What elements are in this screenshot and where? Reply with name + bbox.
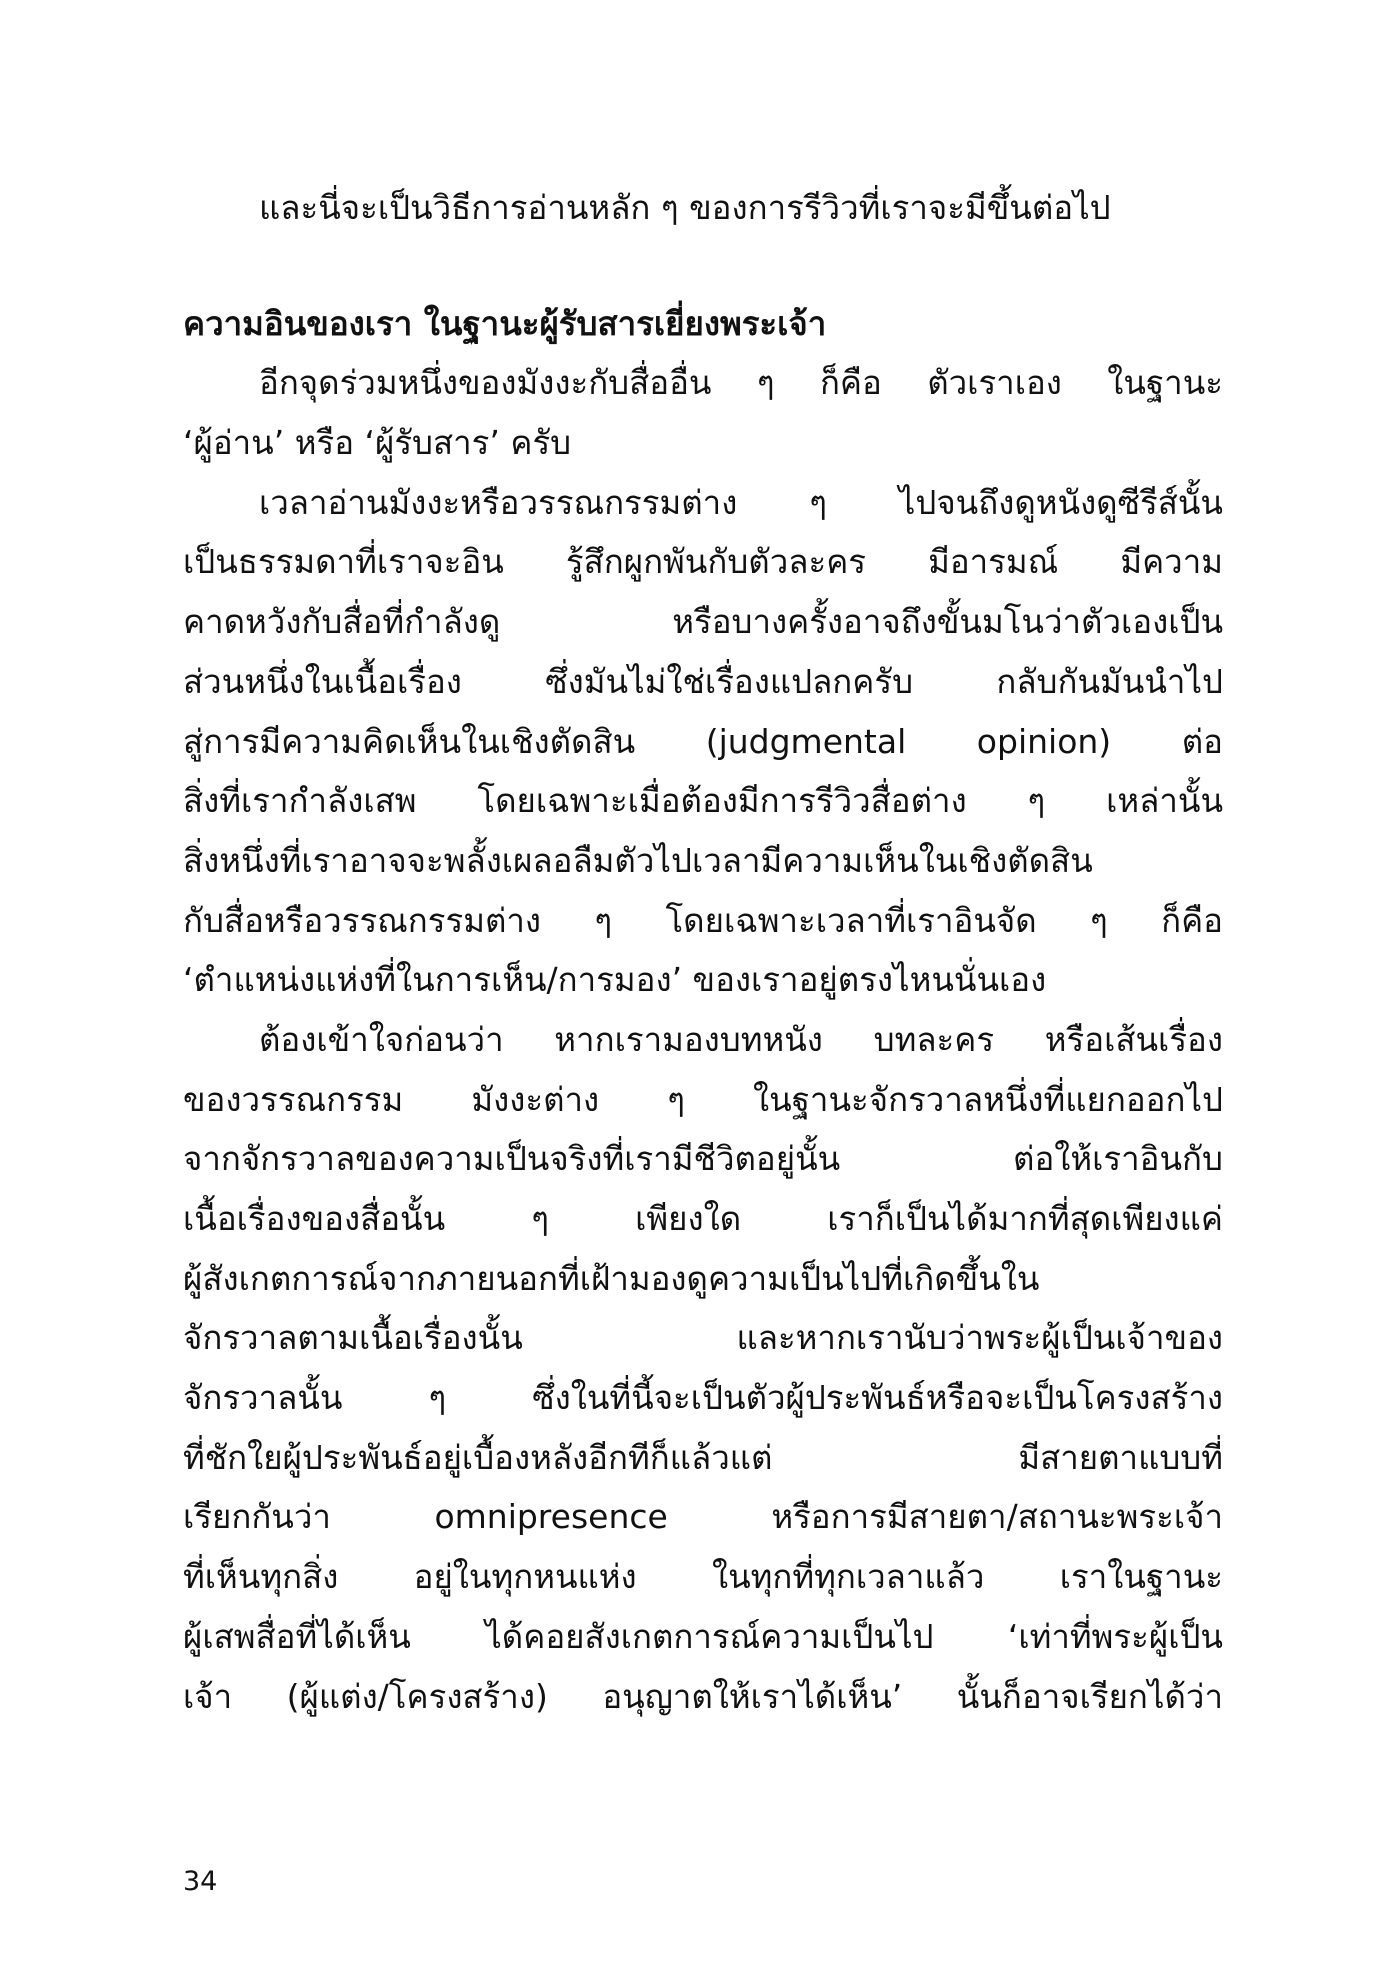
paragraph-line: เจ้า (ผู้แต่ง/โครงสร้าง) อนุญาตให้เราได้เห็น’ นั้นก็อาจเรียกได้ว่า	[183, 1676, 1223, 1716]
paragraph-line: สิ่งที่เรากำลังเสพ โดยเฉพาะเมื่อต้องมีการรีวิวสื่อต่าง ๆ เหล่านั้น	[183, 781, 1223, 821]
paragraph-line: ผู้สังเกตการณ์จากภายนอกที่เฝ้ามองดูความเป็นไปที่เกิดขึ้นใน	[183, 1258, 1040, 1298]
page-number: 34	[183, 1866, 218, 1897]
paragraph-line: ของวรรณกรรม มังงะต่าง ๆ ในฐานะจักรวาลหนึ่งที่แยกออกไป	[183, 1079, 1223, 1119]
paragraph-line: สิ่งหนึ่งที่เราอาจจะพลั้งเผลอลืมตัวไปเวลามีความเห็นในเชิงตัดสิน	[183, 840, 1093, 880]
paragraph-line: เนื้อเรื่องของสื่อนั้น ๆ เพียงใด เราก็เป็นได้มากที่สุดเพียงแค่	[183, 1199, 1223, 1238]
paragraph-line: ส่วนหนึ่งในเนื้อเรื่อง ซึ่งมันไม่ใช่เรื่องแปลกครับ กลับกันมันนำไป	[183, 661, 1223, 701]
paragraph-line: และนี่จะเป็นวิธีการอ่านหลัก ๆ ของการรีวิวที่เราจะมีขึ้นต่อไป	[259, 188, 1111, 227]
paragraph-line: จักรวาลนั้น ๆ ซึ่งในที่นี้จะเป็นตัวผู้ประพันธ์หรือจะเป็นโครงสร้าง	[183, 1378, 1223, 1418]
paragraph-line: จากจักรวาลของความเป็นจริงที่เรามีชีวิตอยู่นั้น ต่อให้เราอินกับ	[183, 1139, 1223, 1179]
paragraph-line: เป็นธรรมดาที่เราจะอิน รู้สึกผูกพันกับตัวละคร มีอารมณ์ มีความ	[183, 542, 1223, 582]
paragraph-line: สู่การมีความคิดเห็นในเชิงตัดสิน (judgmental opinion) ต่อ	[183, 721, 1223, 761]
paragraph-line: ‘ตำแหน่งแห่งที่ในการเห็น/การมอง’ ของเราอยู่ตรงไหนนั่นเอง	[183, 960, 1047, 1000]
paragraph-line: จักรวาลตามเนื้อเรื่องนั้น และหากเรานับว่าพระผู้เป็นเจ้าของ	[183, 1318, 1223, 1358]
paragraph-line: ที่เห็นทุกสิ่ง อยู่ในทุกหนแห่ง ในทุกที่ทุกเวลาแล้ว เราในฐานะ	[183, 1557, 1223, 1597]
paragraph-line: ผู้เสพสื่อที่ได้เห็น ได้คอยสังเกตการณ์ความเป็นไป ‘เท่าที่พระผู้เป็น	[183, 1616, 1223, 1656]
paragraph-line: ต้องเข้าใจก่อนว่า หากเรามองบทหนัง บทละคร หรือเส้นเรื่อง	[259, 1019, 1223, 1059]
paragraph-line: ‘ผู้อ่าน’ หรือ ‘ผู้รับสาร’ ครับ	[183, 423, 572, 463]
paragraph-line: เรียกกันว่า omnipresence หรือการมีสายตา/สถานะพระเจ้า	[183, 1497, 1223, 1537]
section-gap	[183, 238, 1223, 294]
body-text	[183, 178, 1223, 1726]
paragraph-line: คาดหวังกับสื่อที่กำลังดู หรือบางครั้งอาจถึงขั้นมโนว่าตัวเองเป็น	[183, 602, 1223, 642]
paragraph-line: กับสื่อหรือวรรณกรรมต่าง ๆ โดยเฉพาะเวลาที่เราอินจัด ๆ ก็คือ	[183, 900, 1223, 940]
paragraph-line: ที่ชักใยผู้ประพันธ์อยู่เบื้องหลังอีกทีก็แล้วแต่ มีสายตาแบบที่	[183, 1437, 1223, 1477]
section-heading: ความอินของเรา ในฐานะผู้รับสารเยี่ยงพระเจ้า	[183, 303, 827, 343]
paragraph-line: อีกจุดร่วมหนึ่งของมังงะกับสื่ออื่น ๆ ก็คือ ตัวเราเอง ในฐานะ	[259, 363, 1223, 403]
paragraph-line: เวลาอ่านมังงะหรือวรรณกรรมต่าง ๆ ไปจนถึงดูหนังดูซีรีส์นั้น	[259, 482, 1223, 522]
